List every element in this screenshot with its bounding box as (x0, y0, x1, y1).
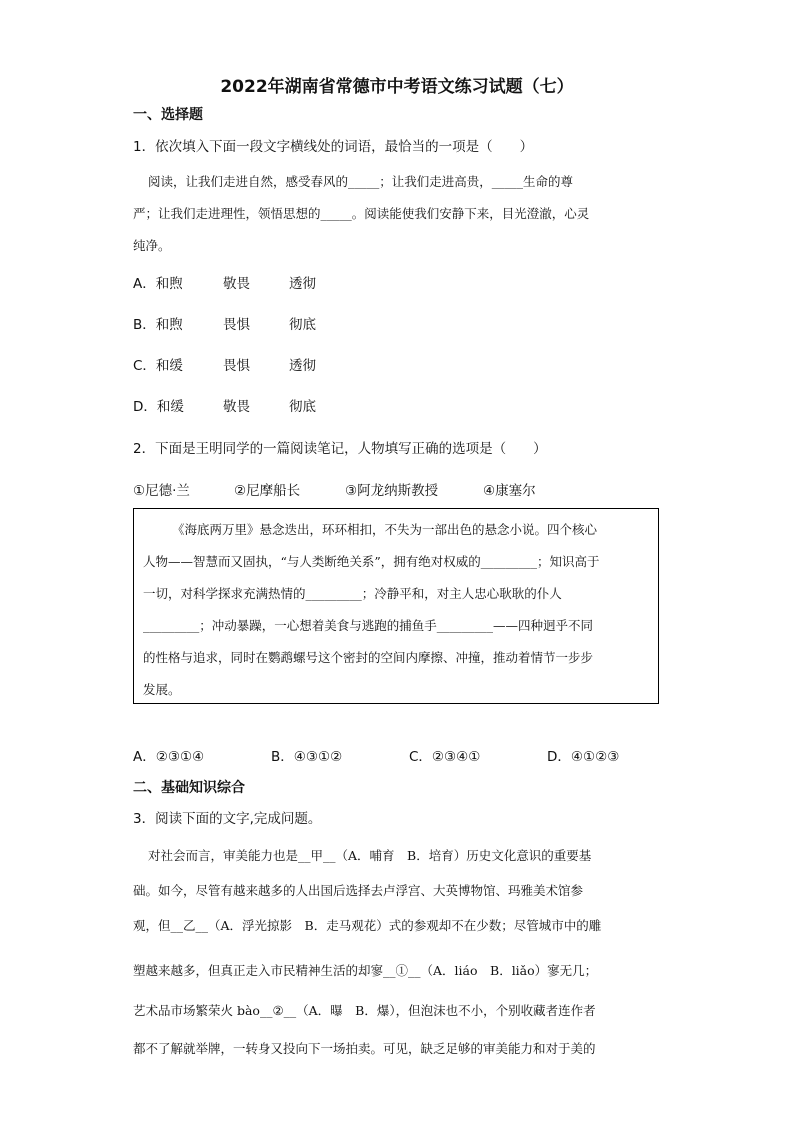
option-word: A．和煦 (133, 276, 183, 292)
person-item: ②尼摩船长 (234, 483, 301, 499)
box-line: _________；冲动暴躁，一心想着美食与逃跑的捕鱼手_________——四种迥乎不同 (143, 618, 594, 633)
q2-person-list (133, 479, 613, 499)
option-word: 透彻 (289, 358, 316, 374)
q1-passage-line: 阅读，让我们走进自然，感受春风的_____；让我们走进高贵，_____生命的尊 (148, 174, 574, 189)
box-line: 一切，对科学探求充满热情的_________；冷静平和，对主人忠心耿耿的仆人 (143, 586, 562, 601)
option-word: B．和煦 (133, 317, 183, 333)
answer-option-a: A．②③①④ (133, 749, 205, 765)
q1-option-b (133, 313, 433, 333)
box-line: 人物——智慧而又固执，“与人类断绝关系”，拥有绝对权威的_________；知识高于 (143, 554, 600, 569)
person-item: ③阿龙纳斯教授 (345, 483, 439, 499)
question-3-stem: 3．阅读下面的文字,完成问题。 (133, 811, 322, 827)
box-line: 发展。 (143, 682, 181, 697)
answer-option-b: B．④③①② (271, 749, 343, 765)
person-item: ④康塞尔 (483, 483, 536, 499)
option-word: 敬畏 (223, 276, 250, 292)
person-item: ①尼德·兰 (133, 483, 190, 499)
answer-option-d: D．④①②③ (547, 749, 620, 765)
box-line: 的性格与追求，同时在鹦鹉螺号这个密封的空间内摩擦、冲撞，推动着情节一步步 (143, 650, 594, 665)
question-2-stem: 2．下面是王明同学的一篇阅读笔记，人物填写正确的选项是（ ） (133, 441, 547, 457)
answer-option-c: C．②③④① (409, 749, 481, 765)
option-word: 彻底 (289, 317, 316, 333)
section-2-heading: 二、基础知识综合 (133, 780, 245, 796)
option-word: 畏惧 (223, 317, 250, 333)
q1-passage-line: 纯净。 (133, 238, 171, 253)
q3-passage-line: 都不了解就举牌，一转身又投向下一场拍卖。可见，缺乏足够的审美能力和对于美的 (133, 1041, 596, 1056)
option-word: 透彻 (289, 276, 316, 292)
q1-option-d (133, 395, 433, 415)
page-title: 2022年湖南省常德市中考语文练习试题（七） (220, 77, 574, 97)
q1-option-c (133, 354, 433, 374)
option-word: D．和缓 (133, 399, 184, 415)
option-word: 彻底 (289, 399, 316, 415)
q3-passage-line: 塑越来越多，但真正走入市民精神生活的却寥__①__（A．liáo B．liǎo）寥无几； (133, 963, 598, 978)
box-line: 《海底两万里》悬念迭出，环环相扣，不失为一部出色的悬念小说。四个核心 (172, 522, 598, 537)
q2-answer-options (133, 745, 653, 765)
q3-passage-line: 观，但__乙__（A．浮光掠影 B．走马观花）式的参观却不在少数；尽管城市中的雕 (133, 918, 602, 933)
q3-passage-line: 对社会而言，审美能力也是__甲__（A．哺育 B．培育）历史文化意识的重要基 (148, 848, 592, 863)
q1-passage-line: 严；让我们走进理性，领悟思想的_____。阅读能使我们安静下来，目光澄澈，心灵 (133, 206, 590, 221)
option-word: 畏惧 (223, 358, 250, 374)
q3-passage-line: 础。如今，尽管有越来越多的人出国后选择去卢浮宫、大英博物馆、玛雅美术馆参 (133, 883, 584, 898)
option-word: C．和缓 (133, 358, 183, 374)
question-1-stem: 1．依次填入下面一段文字横线处的词语，最恰当的一项是（ ） (133, 139, 534, 155)
section-1-heading: 一、选择题 (133, 107, 203, 123)
q1-option-a (133, 272, 433, 292)
q3-passage-line: 艺术品市场繁荣火 bào__②__（A．曝 B．爆），但泡沫也不小，个别收藏者连作者 (133, 1003, 596, 1018)
option-word: 敬畏 (223, 399, 250, 415)
